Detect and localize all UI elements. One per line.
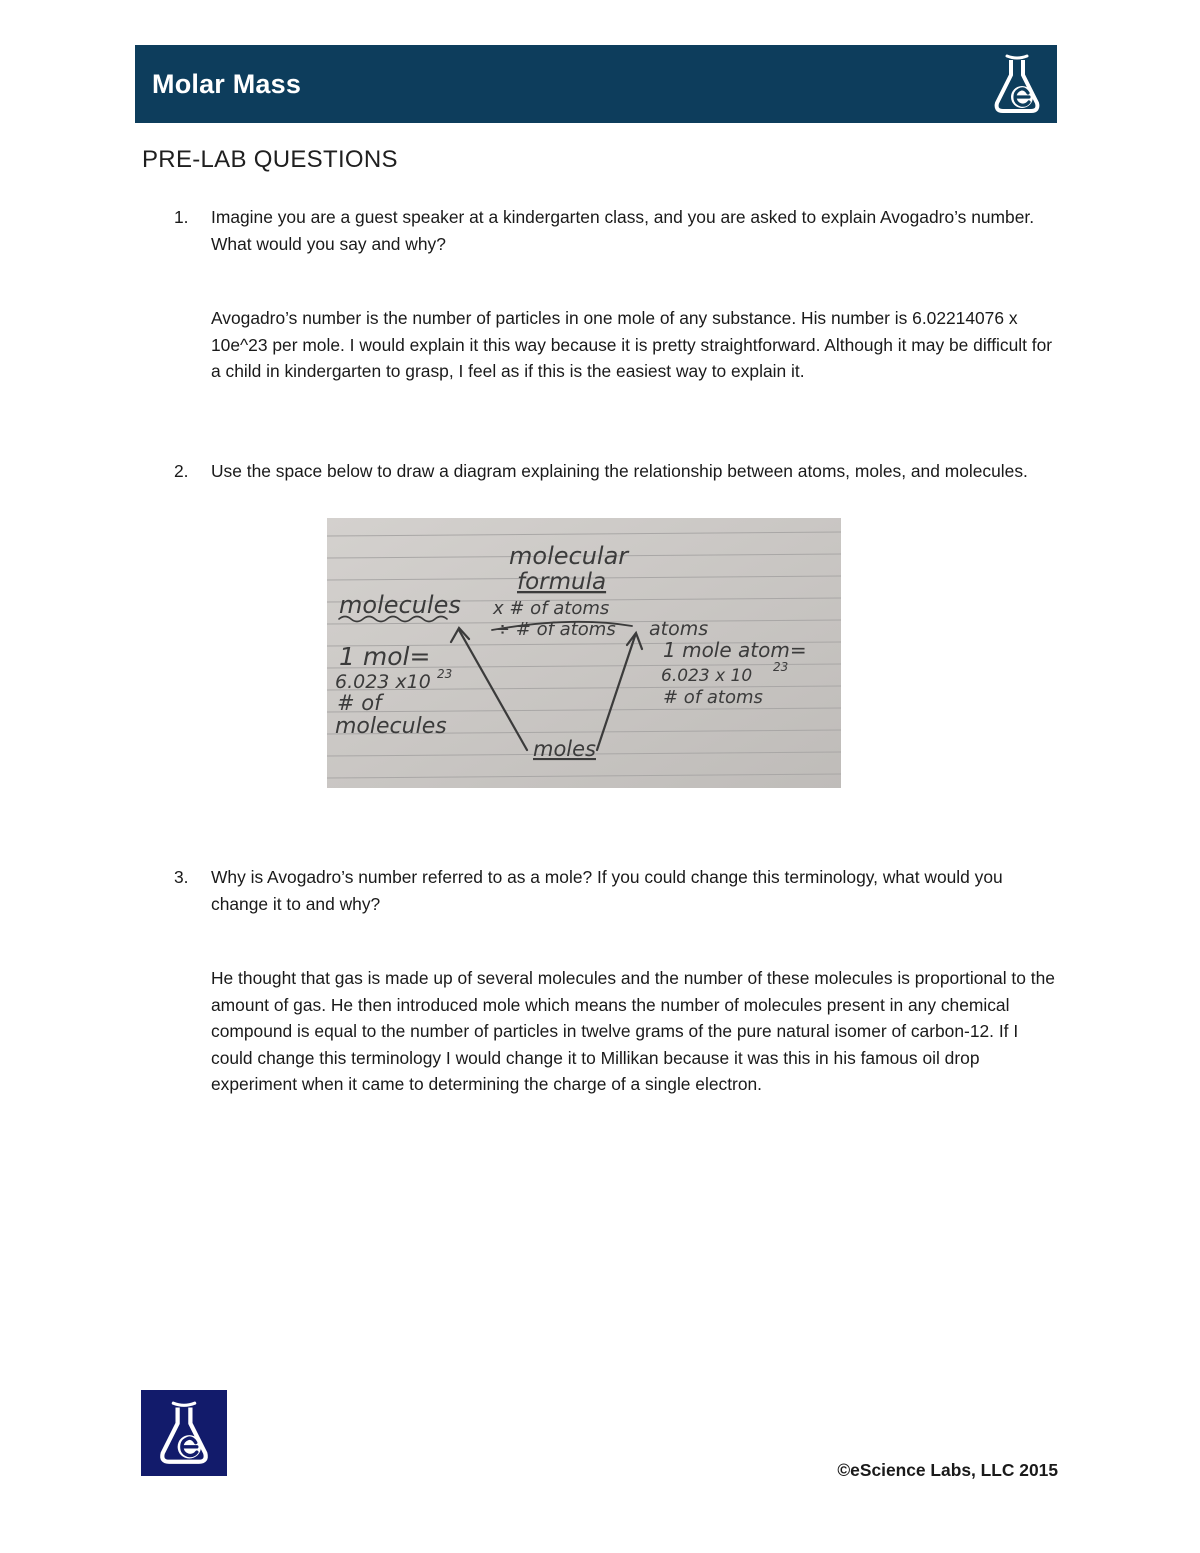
copyright-text: ©eScience Labs, LLC 2015 [837,1460,1058,1480]
question-number: 2. [174,461,189,481]
label-exponent-right: 23 [773,660,789,674]
answer-text: He thought that gas is made up of several molecules and the number of these molecules is proportional to the amount of gas. He then introduced mole which means the number of molecules present in any chemical compound is equal to the number of particles in twelve grams of the pure natural isomer of carbon-12. If I could change this terminology I would change it to Millikan because it was this in his famous oil drop experiment when it came to determining the charge of a single electron. [211,968,1055,1094]
label-avogadro-left: 6.023 x10 [335,671,431,693]
label-molecules-bottom: molecules [335,714,447,739]
question-text: Imagine you are a guest speaker at a kindergarten class, and you are asked to explain Avogadro’s number. What would you say and why? [211,207,1035,254]
flask-e-logo-icon [991,53,1043,115]
diagram-canvas [327,518,841,788]
label-formula: formula [517,569,607,595]
label-moles: moles [533,737,596,761]
handwritten-diagram [327,518,841,788]
label-number-of: # of [337,691,382,715]
document-title: Molar Mass [152,68,302,99]
question-3 [174,864,1064,1098]
question-text: Use the space below to draw a diagram explaining the relationship between atoms, moles, and molecules. [211,461,1028,481]
question-number: 3. [174,867,189,887]
label-atoms: atoms [649,618,709,640]
question-text: Why is Avogadro’s number referred to as a mole? If you could change this terminology, what would you change it to and why? [211,867,1003,914]
question-2 [174,458,1064,485]
answer-text: Avogadro’s number is the number of particles in one mole of any substance. His number is 6.02214076 x 10e^23 per mole. I would explain it this way because it is pretty straightforward. Although it may be difficult for a child in kindergarten to grasp, I feel as if this is the easiest way to explain it. [211,308,1053,381]
label-molecules-title: molecules [339,591,461,619]
label-number-of-atoms: # of atoms [663,687,763,708]
label-molecular: molecular [509,542,629,570]
question-1 [174,204,1064,385]
label-one-mol: 1 mol= [339,642,431,671]
header-banner [135,45,1057,123]
label-divide-atoms: ÷ # of atoms [495,619,616,640]
label-exponent-left: 23 [437,667,453,681]
footer-logo [141,1390,227,1476]
label-avogadro-right: 6.023 x 10 [661,666,753,686]
flask-e-logo-icon [156,1400,212,1466]
label-multiply-atoms: x # of atoms [493,598,610,619]
section-heading: PRE-LAB QUESTIONS [142,146,398,173]
label-one-mole-atom: 1 mole atom= [663,638,807,662]
question-number: 1. [174,207,189,227]
